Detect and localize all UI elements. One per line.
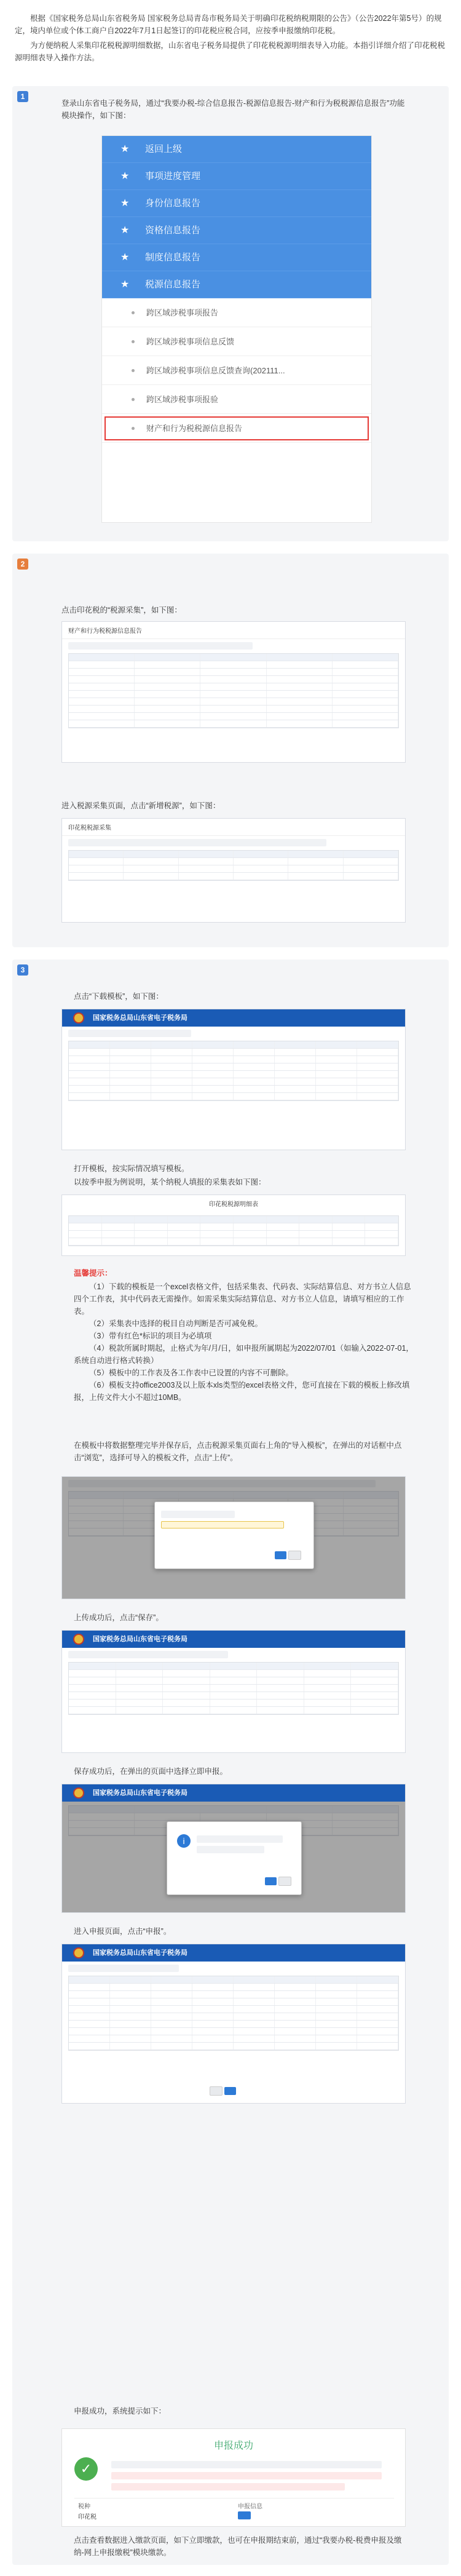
tax-source-table (68, 653, 399, 728)
shot-title: 印花税税源采集 (62, 819, 405, 836)
tax-emblem-icon (73, 1787, 84, 1799)
step-badge-2: 2 (17, 559, 28, 570)
warm-tip-1: （1）下载的模板是一个excel表格文件，包括采集表、代码表、实际结算信息、对方书立人信息四个工作表，其中代码表无需操作。如需采集实际结算信息、对方书立人信息，请填写相应的工作表。 (74, 1282, 411, 1316)
section-step-2 (12, 554, 449, 947)
screenshot-declare-now (61, 1784, 406, 1913)
back-button[interactable] (210, 2086, 223, 2096)
star-icon: ★ (120, 225, 130, 236)
site-header: 国家税务总局山东省电子税务局 (62, 1631, 405, 1648)
intro-paragraph-2: 为方便纳税人采集印花税税源明细数据，山东省电子税务局提供了印花税税源明细表导入功能。本指引详细介绍了印花税税源明细表导入操作方法。 (15, 41, 446, 62)
site-header: 国家税务总局山东省电子税务局 (62, 1009, 405, 1027)
step3-caption-import: 在模板中将数据整理完毕并保存后，点击税源采集页面右上角的“导入模板”，在弹出的对话框中点击“浏览”，选择可导入的模板文件，点击“上传”。 (74, 1441, 402, 1462)
menu-subitem-cross-region-feedback[interactable]: 跨区域涉税事项信息反馈 (102, 327, 371, 356)
menu-subitem-cross-region-report[interactable]: 跨区域涉税事项报告 (102, 298, 371, 327)
success-row-tax: 印花税 (78, 2514, 97, 2521)
info-icon: i (177, 1834, 191, 1848)
upload-button[interactable] (275, 1551, 286, 1559)
success-col-info: 申报信息 (238, 2503, 262, 2510)
step-badge-3: 3 (17, 964, 28, 976)
declare-now-button[interactable] (265, 1877, 277, 1885)
intro-text (15, 12, 445, 66)
menu-subitem-cross-region-query[interactable]: 跨区域涉税事项信息反馈查询(202111... (102, 356, 371, 385)
section-step-1 (12, 86, 449, 541)
site-header: 国家税务总局山东省电子税务局 (62, 1944, 405, 1962)
screenshot-upload-dialog (61, 1476, 406, 1599)
check-icon: ✓ (74, 2457, 98, 2481)
bullet-icon (132, 398, 135, 401)
screenshot-template-sheet (61, 1195, 406, 1256)
warm-tip-2: （2）采集表中选择的税目自动判断是否可减免税。 (89, 1319, 262, 1328)
warm-tip-5: （5）模板中的工作表及各工作表中已设置的内容不可删除。 (89, 1369, 293, 1377)
menu-item-back[interactable]: ★ 返回上级 (102, 136, 371, 163)
step3-caption-example: 以按季申报为例说明，某个纳税人填报的采集表如下图： (74, 1178, 266, 1187)
bullet-icon (132, 311, 135, 314)
step2-caption-2: 进入税源采集页面，点击“新增税源”，如下图： (61, 801, 221, 810)
menu-item-progress[interactable]: ★ 事项进度管理 (102, 163, 371, 190)
step3-caption-download: 点击“下载模板”，如下图： (74, 992, 164, 1001)
screenshot-tax-source-report (61, 621, 406, 763)
declare-now-modal (167, 1821, 302, 1895)
warm-tip-6: （6）模板支持office2003及以上版本xls类型的excel表格文件，您可直接在下载的模板上修改填报，上传文件大小不超过10MB。 (74, 1381, 410, 1402)
tax-emblem-icon (73, 1012, 84, 1024)
menu-item-system[interactable]: ★ 制度信息报告 (102, 244, 371, 271)
star-icon: ★ (120, 144, 130, 154)
intro-paragraph-1: 根据《国家税务总局山东省税务局 国家税务总局青岛市税务局关于明确印花税纳税期限的公告》（公告2022年第5号）的规定，境内单位或个体工商户自2022年7月1日起签订的印花税应税合同，应按季申报缴纳印花税。 (15, 14, 442, 35)
template-title: 印花税税源明细表 (209, 1201, 258, 1208)
step-badge-1: 1 (17, 91, 28, 102)
bullet-icon (132, 369, 135, 372)
step3-caption-open-template: 打开模板，按实际情况填写模板。 (74, 1164, 189, 1173)
success-title: 申报成功 (213, 2441, 253, 2451)
success-col-tax: 税种 (78, 2503, 90, 2510)
step3-caption-payment: 点击查看数据进入缴款页面，如下立即缴款，也可在申报期结束前，通过“我要办税-税费申报及缴纳-网上申报缴税”模块缴款。 (74, 2536, 402, 2557)
star-icon: ★ (120, 252, 130, 263)
star-icon: ★ (120, 171, 130, 181)
screenshot-save (61, 1630, 406, 1753)
section-step-3 (12, 960, 449, 2565)
warm-tips (74, 1267, 418, 1404)
bullet-icon (132, 427, 135, 430)
upload-modal (154, 1501, 314, 1569)
site-header: 国家税务总局山东省电子税务局 (62, 1784, 405, 1802)
menu-subitem-property-behavior-tax[interactable]: 财产和行为税税源信息报告 (102, 414, 371, 443)
bullet-icon (132, 340, 135, 343)
screenshot-stamp-tax-collection (61, 818, 406, 923)
warm-tip-4: （4）税款所属时期起，止格式为年/月/日，如申报所属期起为2022/07/01（如输入2022-07-01，系统自动进行格式转换） (74, 1344, 414, 1365)
tax-menu-panel (101, 135, 372, 523)
shot-title: 财产和行为税税源信息报告 (62, 622, 405, 639)
warm-tip-3: （3）带有红色*标识的项目为必填项 (89, 1332, 212, 1340)
tax-emblem-icon (73, 1947, 84, 1958)
menu-item-qualification[interactable]: ★ 资格信息报告 (102, 217, 371, 244)
star-icon: ★ (120, 198, 130, 209)
tax-emblem-icon (73, 1634, 84, 1645)
view-data-button[interactable] (238, 2511, 251, 2519)
declaration-success-card (61, 2428, 406, 2527)
star-icon: ★ (120, 279, 130, 290)
menu-item-tax-source[interactable]: ★ 税源信息报告 (102, 271, 371, 298)
step3-caption-success: 申报成功，系统提示如下： (74, 2407, 167, 2415)
screenshot-declaration-form (61, 1944, 406, 2104)
step3-caption-submit: 进入申报页面，点击“申报”。 (74, 1927, 171, 1936)
menu-item-identity[interactable]: ★ 身份信息报告 (102, 190, 371, 217)
cancel-button[interactable] (278, 1877, 291, 1886)
step1-caption: 登录山东省电子税务局，通过“我要办税-综合信息报告-税源信息报告-财产和行为税税源信息报告”功能模块操作，如下图： (61, 99, 405, 120)
close-button[interactable] (288, 1551, 301, 1560)
menu-subitem-cross-region-inspect[interactable]: 跨区域涉税事项报验 (102, 385, 371, 414)
screenshot-download-template (61, 1009, 406, 1150)
step2-caption-1: 点击印花税的“税源采集”，如下图： (61, 606, 182, 614)
submit-declaration-button[interactable] (224, 2087, 236, 2095)
warm-tips-title: 温馨提示： (74, 1269, 112, 1278)
step3-caption-declare-now: 保存成功后，在弹出的页面中选择立即申报。 (74, 1767, 228, 1776)
step3-caption-save: 上传成功后，点击“保存”。 (74, 1613, 164, 1622)
collection-table (68, 850, 399, 881)
